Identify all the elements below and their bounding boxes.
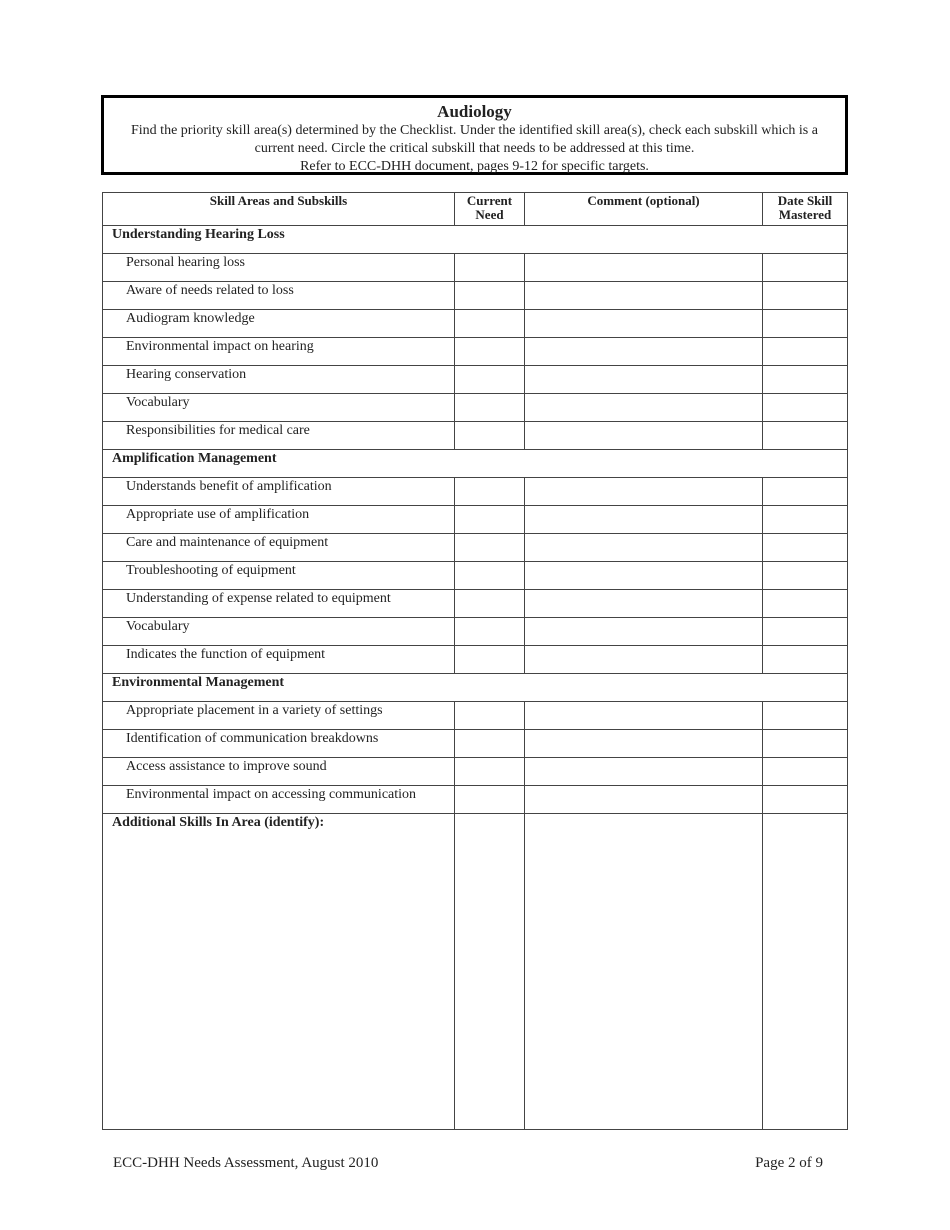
date-mastered-cell[interactable]	[763, 646, 848, 674]
subskill-label: Hearing conservation	[103, 366, 455, 394]
current-need-cell[interactable]	[455, 814, 525, 1130]
subskill-label: Vocabulary	[103, 394, 455, 422]
subskill-label: Understands benefit of amplification	[103, 478, 455, 506]
table-row	[103, 590, 848, 618]
comment-cell[interactable]	[525, 730, 763, 758]
current-need-cell[interactable]	[455, 478, 525, 506]
table-row	[103, 646, 848, 674]
comment-cell[interactable]	[525, 282, 763, 310]
section-title: Understanding Hearing Loss	[103, 226, 848, 254]
subskill-label: Environmental impact on hearing	[103, 338, 455, 366]
table-row	[103, 282, 848, 310]
table-row	[103, 758, 848, 786]
column-header-date-mastered: Date Skill Mastered	[763, 193, 848, 226]
footer-page-number: Page 2 of 9	[755, 1155, 823, 1171]
date-mastered-cell[interactable]	[763, 758, 848, 786]
skills-table	[102, 192, 848, 1130]
instructions-text: Find the priority skill area(s) determined by the Checklist. Under the identified skill area(s), check each subskill which is a current need. Circle the critical subskill that needs to be addressed at this time.	[131, 123, 818, 156]
section-row	[103, 226, 848, 254]
comment-cell[interactable]	[525, 478, 763, 506]
current-need-cell[interactable]	[455, 310, 525, 338]
date-mastered-cell[interactable]	[763, 506, 848, 534]
table-row	[103, 422, 848, 450]
subskill-label: Personal hearing loss	[103, 254, 455, 282]
date-mastered-cell[interactable]	[763, 338, 848, 366]
comment-cell[interactable]	[525, 590, 763, 618]
instructions-box	[101, 95, 848, 175]
footer-document-name: ECC-DHH Needs Assessment, August 2010	[113, 1155, 379, 1171]
date-mastered-cell[interactable]	[763, 394, 848, 422]
date-mastered-cell[interactable]	[763, 422, 848, 450]
table-row	[103, 730, 848, 758]
date-mastered-cell[interactable]	[763, 786, 848, 814]
additional-skills-row	[103, 814, 848, 1130]
page-title: Audiology	[437, 102, 512, 121]
table-header-row	[103, 193, 848, 226]
date-mastered-cell[interactable]	[763, 366, 848, 394]
date-mastered-cell[interactable]	[763, 310, 848, 338]
current-need-cell[interactable]	[455, 534, 525, 562]
current-need-cell[interactable]	[455, 758, 525, 786]
date-mastered-cell[interactable]	[763, 562, 848, 590]
comment-cell[interactable]	[525, 758, 763, 786]
comment-cell[interactable]	[525, 254, 763, 282]
current-need-cell[interactable]	[455, 590, 525, 618]
comment-cell[interactable]	[525, 562, 763, 590]
section-title: Environmental Management	[103, 674, 848, 702]
date-mastered-cell[interactable]	[763, 534, 848, 562]
comment-cell[interactable]	[525, 702, 763, 730]
subskill-label: Identification of communication breakdowns	[103, 730, 455, 758]
current-need-cell[interactable]	[455, 702, 525, 730]
table-row	[103, 366, 848, 394]
section-row	[103, 674, 848, 702]
table-row	[103, 702, 848, 730]
date-mastered-cell[interactable]	[763, 282, 848, 310]
subskill-label: Environmental impact on accessing communication	[103, 786, 455, 814]
table-row	[103, 478, 848, 506]
comment-cell[interactable]	[525, 814, 763, 1130]
date-mastered-cell[interactable]	[763, 618, 848, 646]
section-row	[103, 450, 848, 478]
comment-cell[interactable]	[525, 506, 763, 534]
table-row	[103, 534, 848, 562]
current-need-cell[interactable]	[455, 254, 525, 282]
current-need-cell[interactable]	[455, 506, 525, 534]
current-need-cell[interactable]	[455, 646, 525, 674]
table-row	[103, 786, 848, 814]
date-mastered-cell[interactable]	[763, 702, 848, 730]
table-row	[103, 506, 848, 534]
subskill-label: Aware of needs related to loss	[103, 282, 455, 310]
date-mastered-cell[interactable]	[763, 254, 848, 282]
table-row	[103, 562, 848, 590]
column-header-comment: Comment (optional)	[525, 193, 763, 226]
date-mastered-cell[interactable]	[763, 478, 848, 506]
current-need-cell[interactable]	[455, 338, 525, 366]
comment-cell[interactable]	[525, 338, 763, 366]
column-header-skills: Skill Areas and Subskills	[103, 193, 455, 226]
subskill-label: Appropriate placement in a variety of settings	[103, 702, 455, 730]
date-mastered-cell[interactable]	[763, 730, 848, 758]
subskill-label: Indicates the function of equipment	[103, 646, 455, 674]
table-row	[103, 254, 848, 282]
comment-cell[interactable]	[525, 394, 763, 422]
current-need-cell[interactable]	[455, 282, 525, 310]
additional-skills-label[interactable]: Additional Skills In Area (identify):	[103, 814, 455, 1130]
current-need-cell[interactable]	[455, 618, 525, 646]
subskill-label: Appropriate use of amplification	[103, 506, 455, 534]
table-row	[103, 338, 848, 366]
comment-cell[interactable]	[525, 646, 763, 674]
current-need-cell[interactable]	[455, 562, 525, 590]
subskill-label: Vocabulary	[103, 618, 455, 646]
comment-cell[interactable]	[525, 786, 763, 814]
date-mastered-cell[interactable]	[763, 814, 848, 1130]
date-mastered-cell[interactable]	[763, 590, 848, 618]
subskill-label: Access assistance to improve sound	[103, 758, 455, 786]
current-need-cell[interactable]	[455, 366, 525, 394]
subskill-label: Troubleshooting of equipment	[103, 562, 455, 590]
section-title: Amplification Management	[103, 450, 848, 478]
comment-cell[interactable]	[525, 534, 763, 562]
comment-cell[interactable]	[525, 618, 763, 646]
table-row	[103, 394, 848, 422]
instructions-reference: Refer to ECC-DHH document, pages 9-12 for specific targets.	[300, 159, 649, 174]
current-need-cell[interactable]	[455, 394, 525, 422]
comment-cell[interactable]	[525, 310, 763, 338]
subskill-label: Audiogram knowledge	[103, 310, 455, 338]
comment-cell[interactable]	[525, 366, 763, 394]
current-need-cell[interactable]	[455, 786, 525, 814]
current-need-cell[interactable]	[455, 730, 525, 758]
comment-cell[interactable]	[525, 422, 763, 450]
current-need-cell[interactable]	[455, 422, 525, 450]
subskill-label: Care and maintenance of equipment	[103, 534, 455, 562]
subskill-label: Responsibilities for medical care	[103, 422, 455, 450]
table-row	[103, 310, 848, 338]
subskill-label: Understanding of expense related to equipment	[103, 590, 455, 618]
column-header-current-need: Current Need	[455, 193, 525, 226]
table-row	[103, 618, 848, 646]
